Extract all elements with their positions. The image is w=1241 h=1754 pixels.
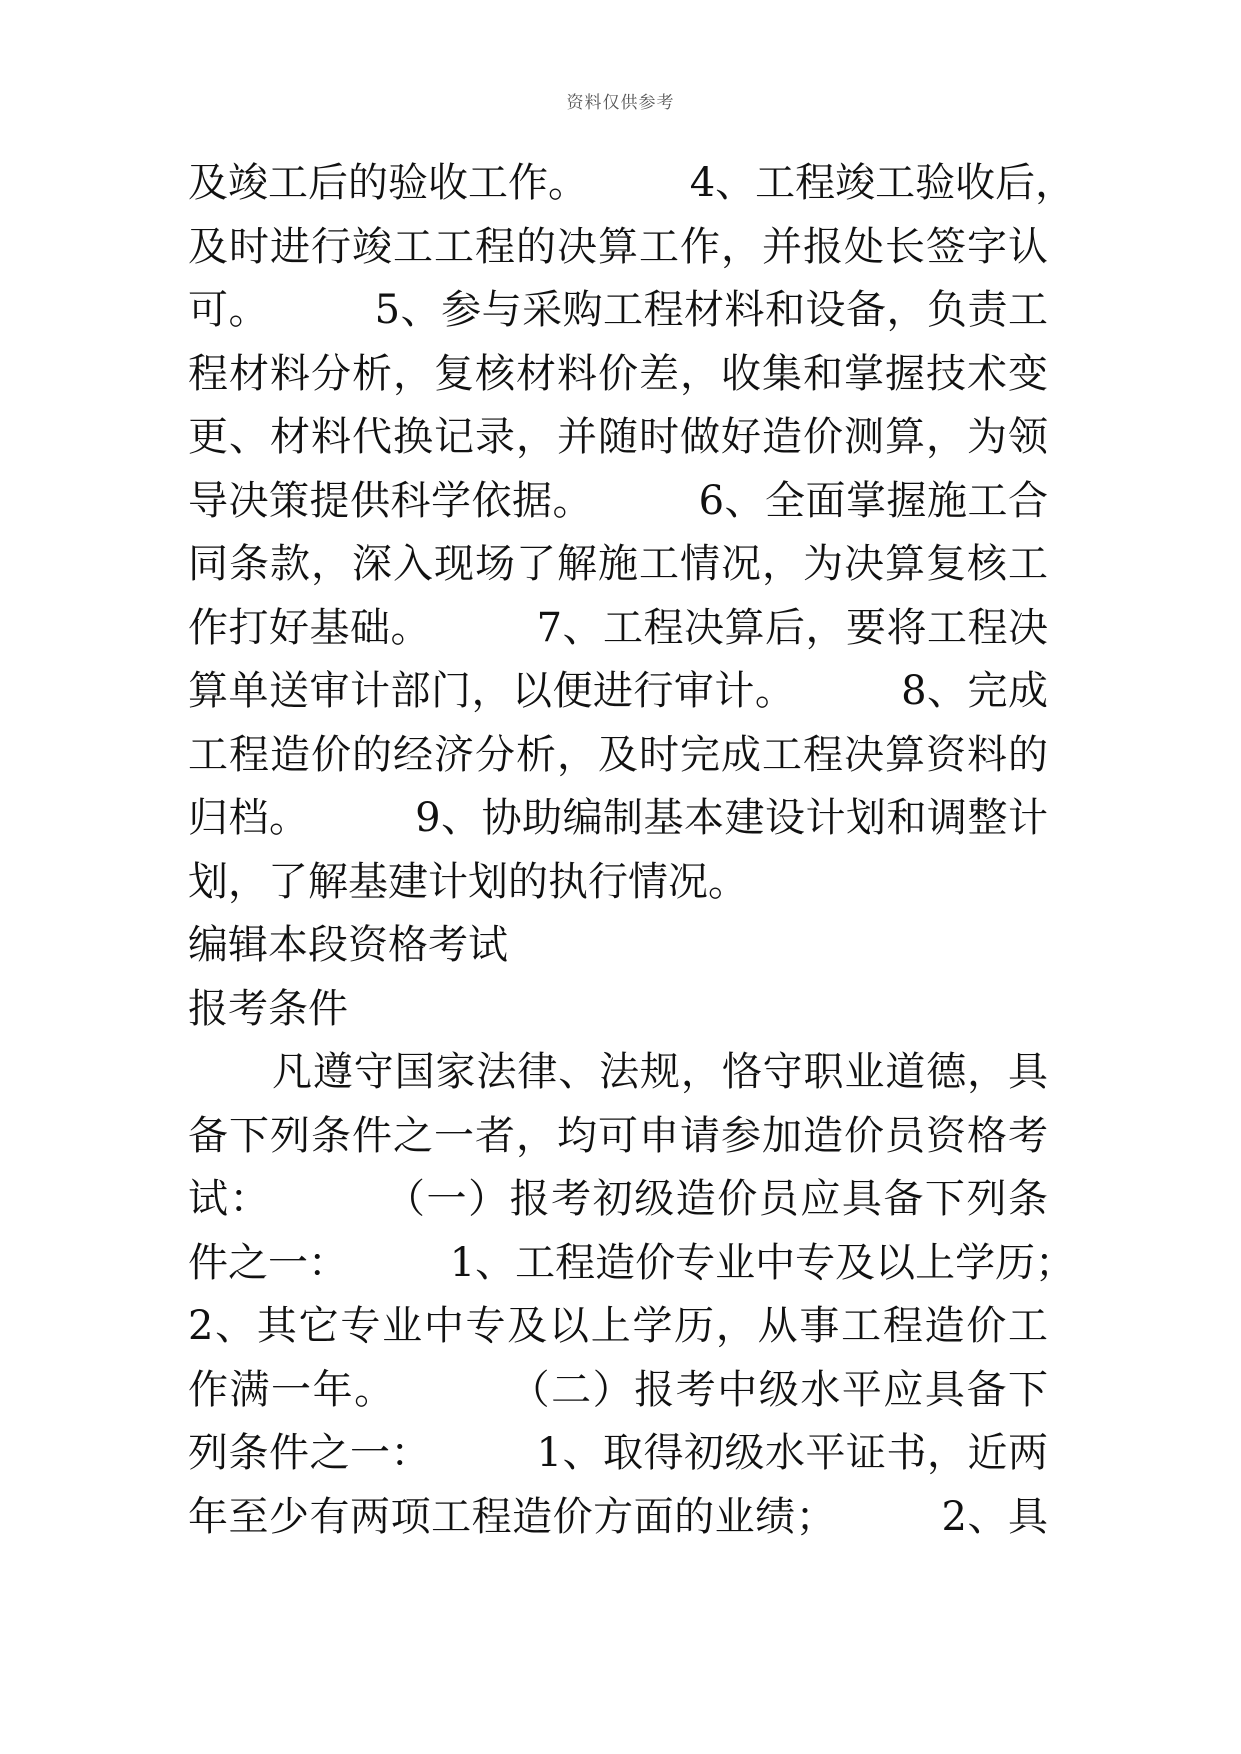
text-line: 导决策提供科学依据。 6、全面掌握施工合 bbox=[188, 477, 1048, 524]
text-line: 同条款，深入现场了解施工情况，为决算复核工 bbox=[188, 541, 1048, 587]
text-line: 及时进行竣工工程的决算工作，并报处长签字认 bbox=[188, 223, 1048, 270]
text-line: 工程造价的经济分析，及时完成工程决算资料的 bbox=[188, 731, 1048, 778]
page-header: 资料仅供参考 bbox=[566, 93, 675, 113]
text-line: 算单送审计部门，以便进行审计。 8、完成 bbox=[188, 668, 1048, 714]
text-line: 凡遵守国家法律、法规，恪守职业道德，具 bbox=[272, 1049, 1048, 1095]
text-line: 划，了解基建计划的执行情况。 bbox=[188, 858, 748, 905]
text-line: 程材料分析，复核材料价差，收集和掌握技术变 bbox=[188, 350, 1048, 397]
text-line: 可。 5、参与采购工程材料和设备，负责工 bbox=[188, 287, 1048, 333]
text-line: 及竣工后的验收工作。 4、工程竣工验收后， bbox=[188, 160, 1076, 206]
text-line: 2、其它专业中专及以上学历，从事工程造价工 bbox=[188, 1303, 1048, 1349]
text-line: 报考条件 bbox=[188, 985, 348, 1032]
text-line: 编辑本段资格考试 bbox=[188, 922, 508, 968]
text-line: 作满一年。 （二）报考中级水平应具备下 bbox=[188, 1366, 1048, 1413]
text-line: 备下列条件之一者，均可申请参加造价员资格考 bbox=[188, 1112, 1048, 1159]
body-text bbox=[188, 152, 1076, 1549]
text-line: 归档。 9、协助编制基本建设计划和调整计 bbox=[188, 795, 1048, 841]
text-line: 年至少有两项工程造价方面的业绩； 2、具 bbox=[188, 1493, 1048, 1540]
text-line: 试： （一）报考初级造价员应具备下列条 bbox=[188, 1176, 1048, 1222]
text-line: 更、材料代换记录，并随时做好造价测算，为领 bbox=[188, 414, 1048, 460]
text-line: 件之一： 1、工程造价专业中专及以上学历； bbox=[188, 1239, 1076, 1286]
text-line: 作打好基础。 7、工程决算后，要将工程决 bbox=[188, 604, 1048, 651]
text-line: 列条件之一： 1、取得初级水平证书，近两 bbox=[188, 1430, 1048, 1476]
